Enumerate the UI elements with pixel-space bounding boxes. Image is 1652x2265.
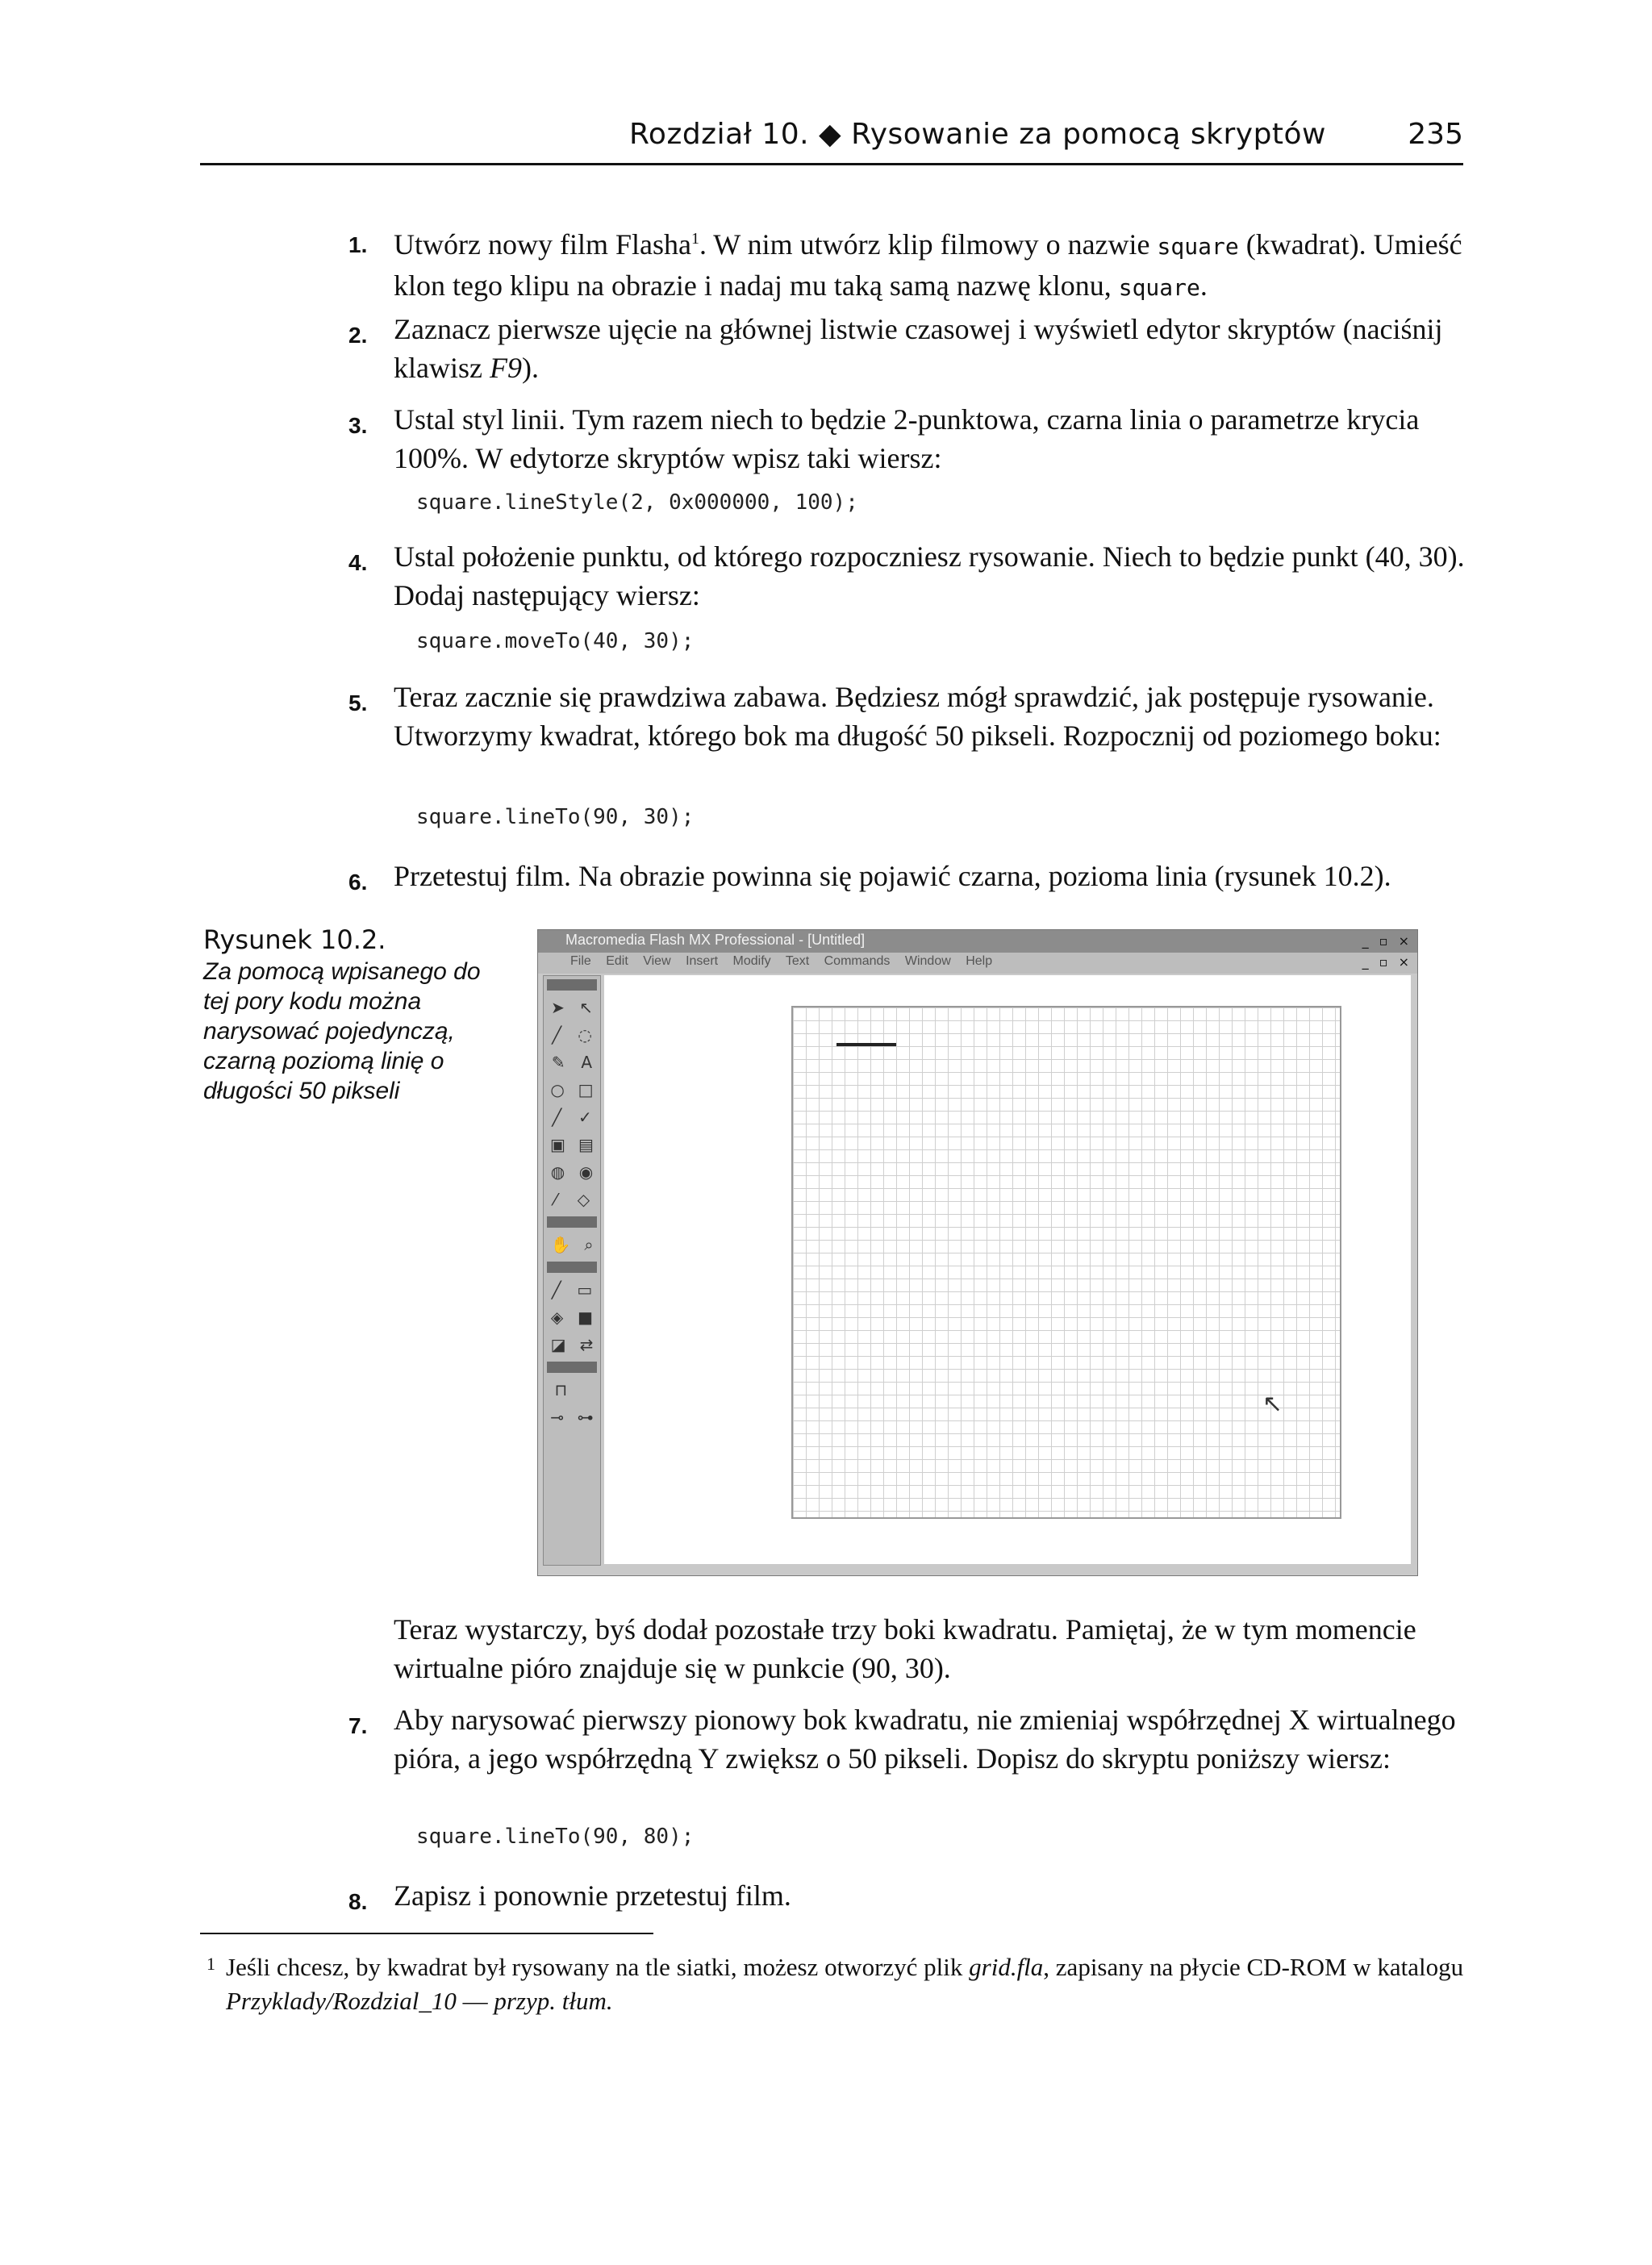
step-3 <box>348 400 1475 478</box>
tool-row <box>544 1021 600 1049</box>
step-number: 8. <box>348 1889 368 1914</box>
eraser-icon: ◇ <box>577 1190 590 1209</box>
footnote <box>206 1950 1481 2018</box>
rectangle-tool-icon: □ <box>578 1080 594 1099</box>
figure-caption-text: Za pomocą wpisanego do tej pory kodu można narysować pojedynczą, czarną poziomą linię o długości 50 pikseli <box>203 958 481 1104</box>
line-tool-icon: ╱ <box>552 1025 562 1045</box>
step-2 <box>348 310 1475 387</box>
code-line: square.lineTo(90, 80); <box>416 1825 695 1849</box>
step-number: 1. <box>348 232 368 257</box>
grid-canvas <box>791 1006 1341 1519</box>
running-header <box>200 115 1463 165</box>
fill-transform-icon: ▤ <box>578 1135 594 1154</box>
footnote-text: Jeśli chcesz, by kwadrat był rysowany na tle siatki, możesz otworzyć plik grid.fla, zapisany na płycie CD-ROM w katalogu Przyklady/Rozdzial_10 — przyp. tłum. <box>226 1953 1464 2015</box>
zoom-tool-icon: ⌕ <box>584 1235 594 1254</box>
subselect-tool-icon: ↖ <box>579 998 593 1017</box>
pencil-tool-icon: ╱ <box>552 1107 562 1127</box>
stroke-color-icon: ╱ <box>551 1280 561 1299</box>
tool-row <box>544 1103 600 1131</box>
step-text: Ustal styl linii. Tym razem niech to będzie 2-punktowa, czarna linia o parametrze krycia 100%. W edytorze skryptów wpisz taki wiersz: <box>394 403 1420 474</box>
paint-bucket-icon: ◉ <box>578 1162 594 1182</box>
chapter-title: Rozdział 10. ◆ Rysowanie za pomocą skryptów <box>629 118 1326 151</box>
step-text: Zaznacz pierwsze ujęcie na głównej listwie czasowej i wyświetl edytor skryptów (naciśnij klawisz F9). <box>394 313 1443 384</box>
lasso-tool-icon: ◌ <box>578 1025 592 1045</box>
tool-row <box>544 1049 600 1076</box>
tool-row <box>544 1404 600 1431</box>
tool-row <box>544 1276 600 1304</box>
tool-row <box>544 1304 600 1331</box>
colors-header <box>547 1262 597 1273</box>
eyedropper-icon: ⁄ <box>553 1190 557 1209</box>
tools-panel <box>543 975 601 1566</box>
key-name: F9 <box>489 352 522 384</box>
footnote-rule <box>200 1933 653 1934</box>
step-5 <box>348 678 1475 755</box>
code-line: square.moveTo(40, 30); <box>416 629 695 653</box>
arrow-tool-icon: ➤ <box>551 998 565 1017</box>
stroke-swatch-icon: ▭ <box>577 1280 593 1299</box>
step-text: Zapisz i ponownie przetestuj film. <box>394 1879 791 1912</box>
tool-row <box>544 1331 600 1358</box>
drawn-horizontal-line <box>836 1043 896 1046</box>
menu-items: File Edit View Insert Modify Text Commands Window Help <box>570 954 993 968</box>
fill-color-icon: ◈ <box>550 1308 564 1327</box>
pen-tool-icon: ✎ <box>551 1053 565 1072</box>
step-6 <box>348 857 1475 895</box>
code-line: square.lineTo(90, 30); <box>416 805 695 829</box>
step-text: Aby narysować pierwszy pionowy bok kwadratu, nie zmieniaj współrzędnej X wirtualnego pióra, a jego współrzędną Y zwiększ o 50 pikseli. Dopisz do skryptu poniższy wiersz: <box>394 1704 1456 1775</box>
step-1 <box>348 219 1475 307</box>
tool-row <box>544 994 600 1021</box>
tool-row <box>544 1376 600 1404</box>
brush-tool-icon: ✓ <box>578 1107 592 1127</box>
ink-bottle-icon: ◍ <box>550 1162 565 1182</box>
window-titlebar <box>538 930 1417 953</box>
code-term: square <box>1118 274 1200 301</box>
hand-tool-icon: ✋ <box>550 1235 571 1254</box>
step-text: Ustal położenie punktu, od którego rozpoczniesz rysowanie. Niech to będzie punkt (40, 30). Dodaj następujący wiersz: <box>394 540 1465 611</box>
step-4 <box>348 537 1475 615</box>
step-number: 5. <box>348 690 368 715</box>
paragraph-after-figure: Teraz wystarczy, byś dodał pozostałe trzy boki kwadratu. Pamiętaj, że w tym momencie wirtualne pióro znajduje się w punkcie (90, 30). <box>394 1613 1416 1684</box>
oval-tool-icon: ○ <box>550 1080 565 1099</box>
stage-area <box>604 975 1411 1564</box>
window-title: Macromedia Flash MX Professional - [Untitled] <box>565 932 866 948</box>
snap-option-icon: ⊓ <box>554 1380 568 1399</box>
transform-tool-icon: ▣ <box>550 1135 565 1154</box>
window-controls: _ ▫ × <box>1362 933 1412 949</box>
options-header <box>547 1362 597 1373</box>
step-number: 4. <box>348 550 368 575</box>
step-text: Utwórz nowy film Flasha$^1$. W nim utwórz klip filmowy o nazwie square (kwadrat). Umieść klon tego klipu na obrazie i nadaj mu taką samą nazwę klonu, square. <box>394 228 1462 302</box>
tool-row <box>544 1186 600 1213</box>
step-7 <box>348 1700 1475 1778</box>
tool-row <box>544 1231 600 1258</box>
document-controls: _ ▫ × <box>1362 954 1412 970</box>
figure-caption-title: Rysunek 10.2. <box>203 924 386 955</box>
tools-header <box>547 979 597 991</box>
footnote-marker: 1 <box>206 1954 215 1974</box>
page-number: 235 <box>1408 118 1463 151</box>
step-8 <box>348 1876 1475 1915</box>
tool-row <box>544 1076 600 1103</box>
tool-row <box>544 1131 600 1158</box>
tool-row <box>544 1158 600 1186</box>
cursor-icon: ↖ <box>1262 1390 1283 1418</box>
code-term: square <box>1157 233 1239 260</box>
text-tool-icon: A <box>581 1053 593 1072</box>
code-line: square.lineStyle(2, 0x000000, 100); <box>416 490 858 515</box>
no-color-icon: ⇄ <box>579 1335 594 1354</box>
swap-colors-icon: ◪ <box>550 1335 566 1354</box>
footnote-ref: 1 <box>690 230 699 248</box>
straighten-option-icon: ⊶ <box>577 1408 594 1427</box>
menu-bar <box>538 953 1417 974</box>
step-text: Przetestuj film. Na obrazie powinna się pojawić czarna, pozioma linia (rysunek 10.2). <box>394 860 1391 892</box>
step-number: 2. <box>348 323 368 348</box>
figure-screenshot <box>537 929 1418 1576</box>
view-header <box>547 1216 597 1228</box>
step-text: Teraz zacznie się prawdziwa zabawa. Będziesz mógł sprawdzić, jak postępuje rysowanie. Utworzymy kwadrat, którego bok ma długość 50 pikseli. Rozpocznij od poziomego boku: <box>394 681 1441 752</box>
step-number: 7. <box>348 1713 368 1738</box>
step-number: 3. <box>348 413 368 438</box>
step-number: 6. <box>348 870 368 895</box>
fill-swatch-icon: ■ <box>578 1308 594 1327</box>
smooth-option-icon: ⊸ <box>550 1408 565 1427</box>
